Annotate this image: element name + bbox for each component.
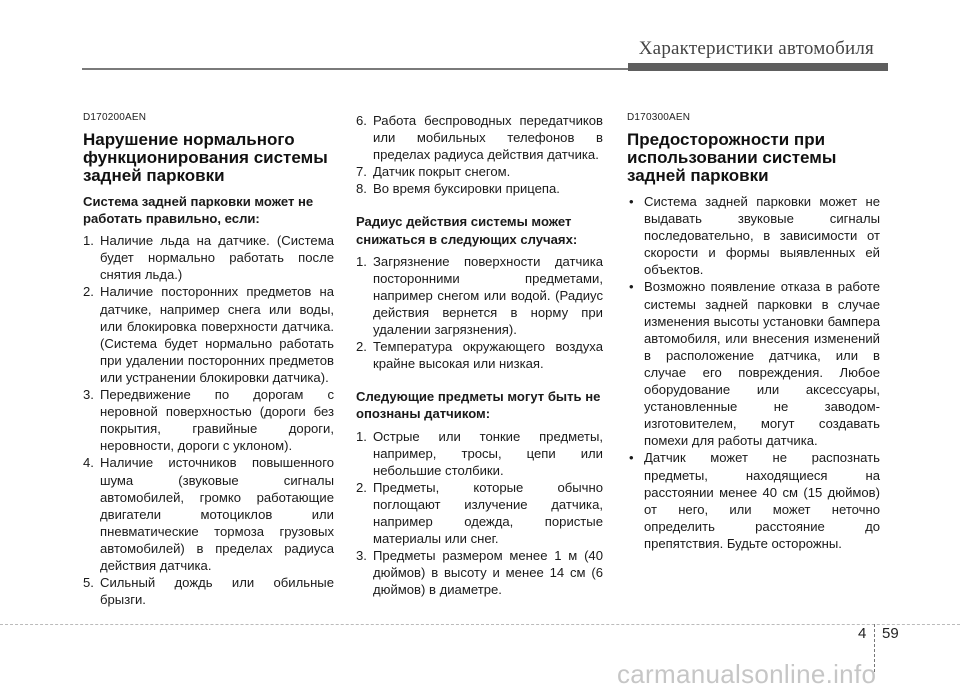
- section-heading: Предосторожности при использовании системы задней парковки: [627, 130, 837, 185]
- item-number: 3.: [83, 387, 94, 403]
- range-subheading: Радиус действия системы может снижаться в следующих случаях:: [356, 214, 578, 247]
- list-item: [627, 193, 880, 278]
- item-text: Возможно появление отказа в работе системы задней парковки в случае изменения высоты установки бампера автомобиля, или внесения изменений в расположение датчика, или в случае его повреждения. Любое оборудование или аксессуары, установленные не заводом-изготовителем, могут создавать помехи для работы датчика.: [644, 279, 880, 449]
- item-text: Работа беспроводных передатчиков или мобильных телефонов в пределах радиуса действия датчика.: [373, 113, 603, 163]
- item-text: Предметы размером менее 1 м (40 дюймов) в высоту и менее 14 см (6 дюймов) в диаметре.: [373, 548, 603, 598]
- item-number: 1.: [356, 428, 367, 444]
- section-code: D170200AEN: [83, 112, 147, 123]
- item-number: 2.: [83, 284, 94, 300]
- item-number: 1.: [83, 233, 94, 249]
- list-item: [356, 479, 603, 547]
- list-item: [356, 180, 603, 197]
- item-text: Передвижение по дорогам с неровной поверхностью (дороги без покрытия, гравийные дороги, неровности, дороги с уклоном).: [100, 387, 334, 454]
- undetected-list: [356, 428, 603, 599]
- list-item: [83, 232, 334, 283]
- item-number: 7.: [356, 164, 367, 180]
- page-header-title: Характеристики автомобиля: [638, 38, 874, 59]
- item-text: Наличие посторонних предметов на датчике, например снега или воды, или блокировка поверхности датчика. (Система будет нормально работать при удалении посторонних предметов или устранении блокировки датчика).: [100, 284, 334, 385]
- list-item: [83, 283, 334, 386]
- list-item: [356, 338, 603, 372]
- watermark: carmanualsonline.info: [617, 659, 877, 689]
- left-column: [83, 112, 334, 608]
- item-number: 2.: [356, 339, 367, 355]
- item-text: Предметы, которые обычно поглощают излучение датчика, например одежда, пористые материалы или снег.: [373, 479, 603, 547]
- item-number: 8.: [356, 181, 367, 197]
- bullet-icon: •: [629, 194, 634, 209]
- list-item: [627, 278, 880, 449]
- condition-list: [83, 232, 334, 608]
- list-item: [83, 454, 334, 574]
- item-number: 2.: [356, 479, 367, 495]
- condition-list-continued: [356, 112, 603, 197]
- item-text: Во время буксировки прицепа.: [373, 181, 560, 197]
- item-text: Система задней парковки может не выдавать звуковые сигналы последовательно, в зависимости от скорости и формы выявленных ей объектов.: [644, 194, 880, 278]
- item-number: 6.: [356, 113, 367, 128]
- list-item: [83, 574, 334, 608]
- item-number: 1.: [356, 253, 367, 269]
- list-item: [356, 112, 603, 163]
- precaution-list: [627, 193, 880, 552]
- list-item: [83, 386, 334, 454]
- item-text: Наличие льда на датчике. (Система будет нормально работать после снятия льда.): [100, 233, 334, 283]
- header-bar: [628, 63, 888, 71]
- section-heading: Нарушение нормального функционирования системы задней парковки: [83, 130, 328, 185]
- item-text: Температура окружающего воздуха крайне высокая или низкая.: [373, 339, 603, 372]
- list-item: [356, 428, 603, 479]
- item-text: Наличие источников повышенного шума (звуковые сигналы автомобилей, громко работающие двигатели мотоциклов или пневматические тормоза грузовых автомобилей) в пределах радиуса действия датчика.: [100, 455, 334, 573]
- item-text: Сильный дождь или обильные брызги.: [100, 575, 334, 608]
- right-column: [627, 112, 880, 552]
- item-text: Датчик покрыт снегом.: [373, 164, 511, 180]
- middle-column: [356, 112, 603, 598]
- header-rule: [82, 68, 628, 70]
- list-item: [627, 449, 880, 552]
- item-number: 4.: [83, 455, 94, 471]
- list-item: [356, 163, 603, 180]
- bullet-icon: •: [629, 450, 634, 466]
- section-code: D170300AEN: [627, 112, 691, 123]
- item-text: Датчик может не распознать предметы, находящиеся на расстоянии менее 40 см (15 дюймов) от него, или может неточно определить расстояние до препятствия. Будьте осторожны.: [644, 450, 880, 551]
- page-number: 59: [882, 625, 899, 642]
- item-text: Острые или тонкие предметы, например, тросы, цепи или небольшие столбики.: [373, 428, 603, 478]
- list-item: [356, 547, 603, 598]
- chapter-number: 4: [858, 625, 867, 642]
- undetected-subheading: Следующие предметы могут быть не опознаны датчиком:: [356, 389, 601, 422]
- list-item: [356, 253, 603, 338]
- section-subheading: Система задней парковки может не работать правильно, если:: [83, 194, 314, 227]
- bullet-icon: •: [629, 279, 634, 295]
- item-text: Загрязнение поверхности датчика посторонними предметами, например снегом или водой. (Радиус действия вернется в норму при удалении загрязнения).: [373, 253, 603, 338]
- footer-rule: [0, 624, 960, 625]
- range-list: [356, 253, 603, 373]
- item-number: 5.: [83, 575, 94, 591]
- item-number: 3.: [356, 548, 367, 564]
